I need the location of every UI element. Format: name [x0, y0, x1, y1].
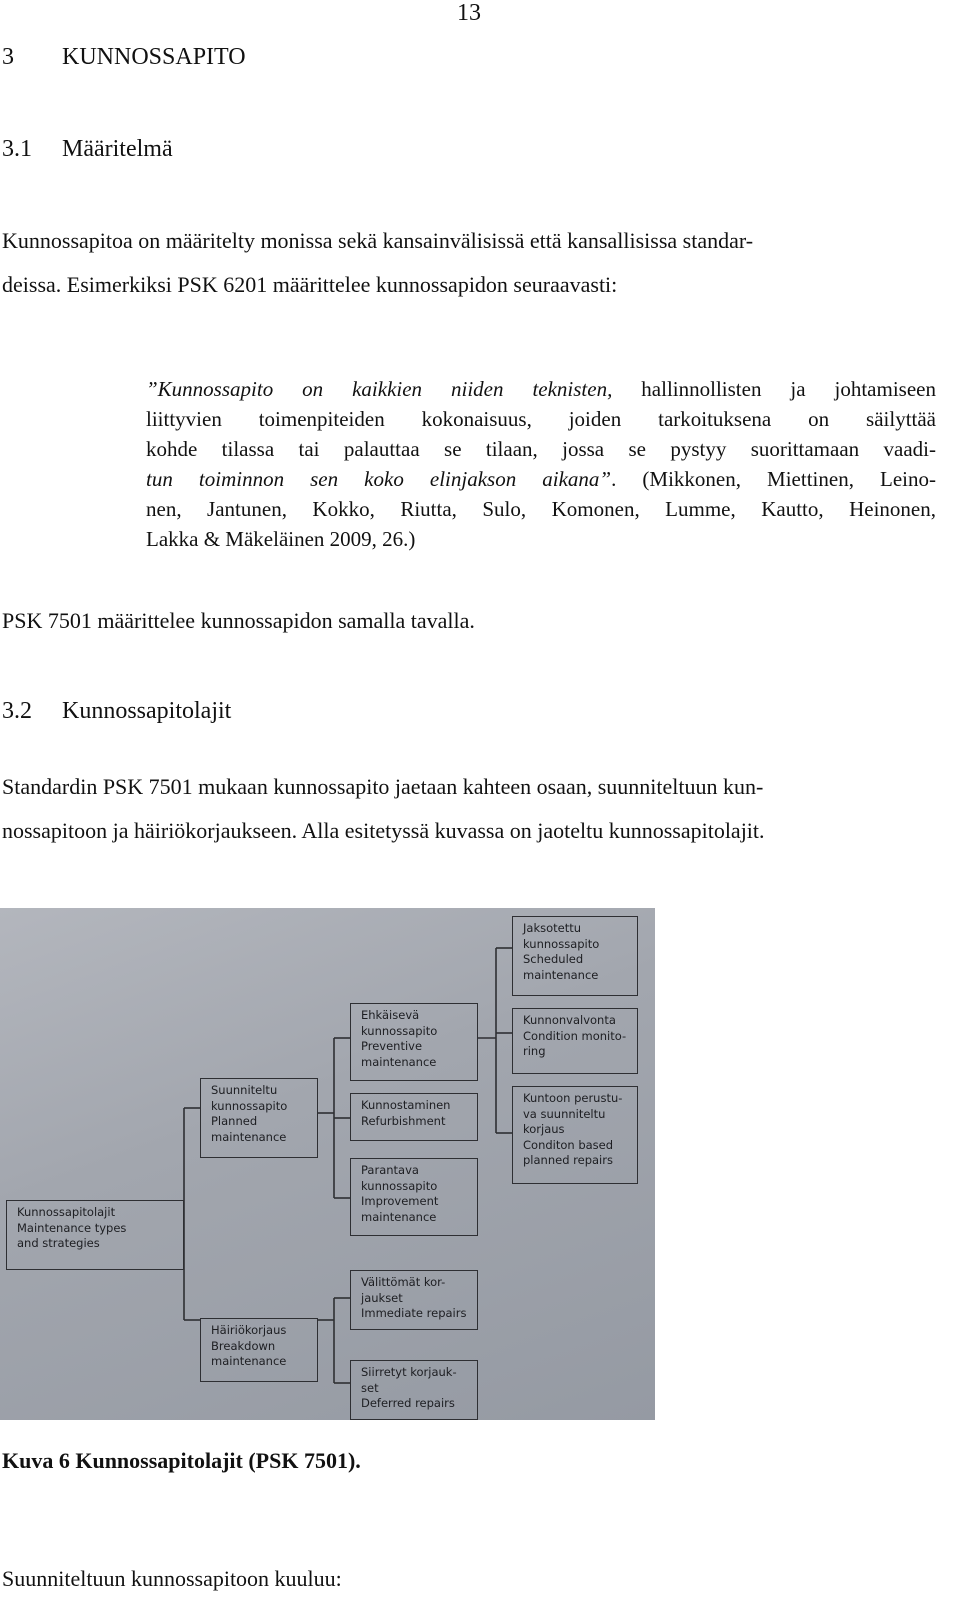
box-line: kunnossapito: [211, 1098, 288, 1113]
box-line: maintenance: [361, 1209, 437, 1224]
section-heading-3-1: [2, 136, 173, 163]
definition-quote: [146, 374, 936, 554]
psk7501-sentence: PSK 7501 määrittelee kunnossapidon samalla tavalla.: [2, 608, 475, 633]
section-title: Määritelmä: [62, 136, 173, 162]
box-refurbishment: [350, 1093, 478, 1141]
quote-italic-end: tun toiminnon sen koko elinjakson aikana”: [146, 467, 612, 491]
box-line: maintenance: [211, 1354, 287, 1368]
box-line: korjaus: [523, 1122, 565, 1136]
quote-text: . (Mikkonen, Miettinen, Leino-: [611, 467, 936, 491]
box-immediate-repairs: [350, 1270, 478, 1330]
box-line: Immediate repairs: [361, 1306, 467, 1320]
box-line: Jaksotettu: [523, 921, 582, 935]
box-line: Maintenance types: [17, 1220, 127, 1235]
quote-text: hallinnollisten ja johtamiseen: [612, 377, 936, 401]
box-line: Preventive: [361, 1039, 423, 1053]
box-line: kunnossapito: [361, 1178, 438, 1193]
box-line: set: [361, 1380, 379, 1395]
box-line: Kunnostaminen: [361, 1098, 451, 1112]
box-scheduled-maintenance: [512, 916, 638, 996]
box-line: Condition monito-: [523, 1028, 627, 1043]
box-line: and strategies: [17, 1236, 100, 1250]
box-preventive-maintenance: [350, 1003, 478, 1081]
box-condition-monitoring: [512, 1008, 638, 1074]
chapter-heading: [2, 44, 246, 71]
box-line: Välittömät kor-: [361, 1275, 446, 1289]
intro-line-2: deissa. Esimerkiksi PSK 6201 määrittelee kunnossapidon seuraavasti:: [2, 272, 618, 297]
box-line: Häiriökorjaus: [211, 1323, 287, 1337]
chapter-number: 3: [2, 44, 14, 70]
box-line: Refurbishment: [361, 1113, 446, 1128]
box-line: maintenance: [361, 1054, 437, 1069]
quote-line: liittyvien toimenpiteiden kokonaisuus, joiden tarkoituksena on säilyttää: [146, 407, 936, 431]
section-line-2: nossapitoon ja häiriökorjaukseen. Alla esitetyssä kuvassa on jaoteltu kunnossapitolajit.: [2, 818, 765, 843]
box-line: va suunniteltu: [523, 1106, 606, 1121]
chapter-title: KUNNOSSAPITO: [62, 44, 246, 70]
box-line: Conditon based: [523, 1137, 614, 1152]
section-heading-3-2: [2, 698, 231, 725]
box-line: Scheduled: [523, 952, 584, 966]
box-line: jaukset: [361, 1290, 403, 1305]
box-line: kunnossapito: [361, 1023, 438, 1038]
box-line: maintenance: [211, 1129, 287, 1144]
box-line: maintenance: [523, 967, 599, 982]
section-number: 3.2: [2, 698, 32, 724]
box-line: Planned: [211, 1114, 258, 1128]
box-line: Kuntoon perustu-: [523, 1091, 623, 1105]
box-line: ring: [523, 1044, 546, 1058]
page-number: 13: [457, 0, 481, 26]
box-line: Kunnonvalvonta: [523, 1013, 616, 1027]
final-line: Suunniteltuun kunnossapitoon kuuluu:: [2, 1566, 342, 1591]
intro-line-1: Kunnossapitoa on määritelty monissa sekä kansainvälisissä että kansallisissa standar-: [2, 228, 754, 253]
box-deferred-repairs: [350, 1360, 478, 1420]
box-improvement-maintenance: [350, 1158, 478, 1236]
section-number: 3.1: [2, 136, 32, 162]
quote-line: kohde tilassa tai palauttaa se tilaan, jossa se pystyy suorittamaan vaadi-: [146, 437, 936, 461]
box-line: Breakdown: [211, 1338, 276, 1353]
box-condition-based-repairs: [512, 1086, 638, 1184]
figure-caption: Kuva 6 Kunnossapitolajit (PSK 7501).: [2, 1448, 361, 1473]
quote-italic-start: ”Kunnossapito on kaikkien niiden teknisten,: [146, 377, 613, 401]
box-line: Suunniteltu: [211, 1083, 278, 1097]
maintenance-types-figure: [0, 908, 655, 1420]
box-line: Deferred repairs: [361, 1396, 455, 1410]
section-title: Kunnossapitolajit: [62, 698, 232, 724]
box-maintenance-types: [6, 1200, 184, 1270]
quote-line: nen, Jantunen, Kokko, Riutta, Sulo, Komonen, Lumme, Kautto, Heinonen,: [146, 497, 936, 521]
box-line: Kunnossapitolajit: [17, 1205, 116, 1219]
box-line: planned repairs: [523, 1153, 613, 1167]
box-line: Siirretyt korjauk-: [361, 1365, 457, 1379]
section-line-1: Standardin PSK 7501 mukaan kunnossapito jaetaan kahteen osaan, suunniteltuun kun-: [2, 774, 764, 799]
box-line: Ehkäisevä: [361, 1008, 420, 1022]
box-line: Parantava: [361, 1163, 419, 1177]
box-planned-maintenance: [200, 1078, 318, 1158]
quote-line: Lakka & Mäkeläinen 2009, 26.): [146, 527, 416, 551]
box-line: kunnossapito: [523, 936, 600, 951]
box-breakdown-maintenance: [200, 1318, 318, 1382]
box-line: Improvement: [361, 1194, 439, 1208]
